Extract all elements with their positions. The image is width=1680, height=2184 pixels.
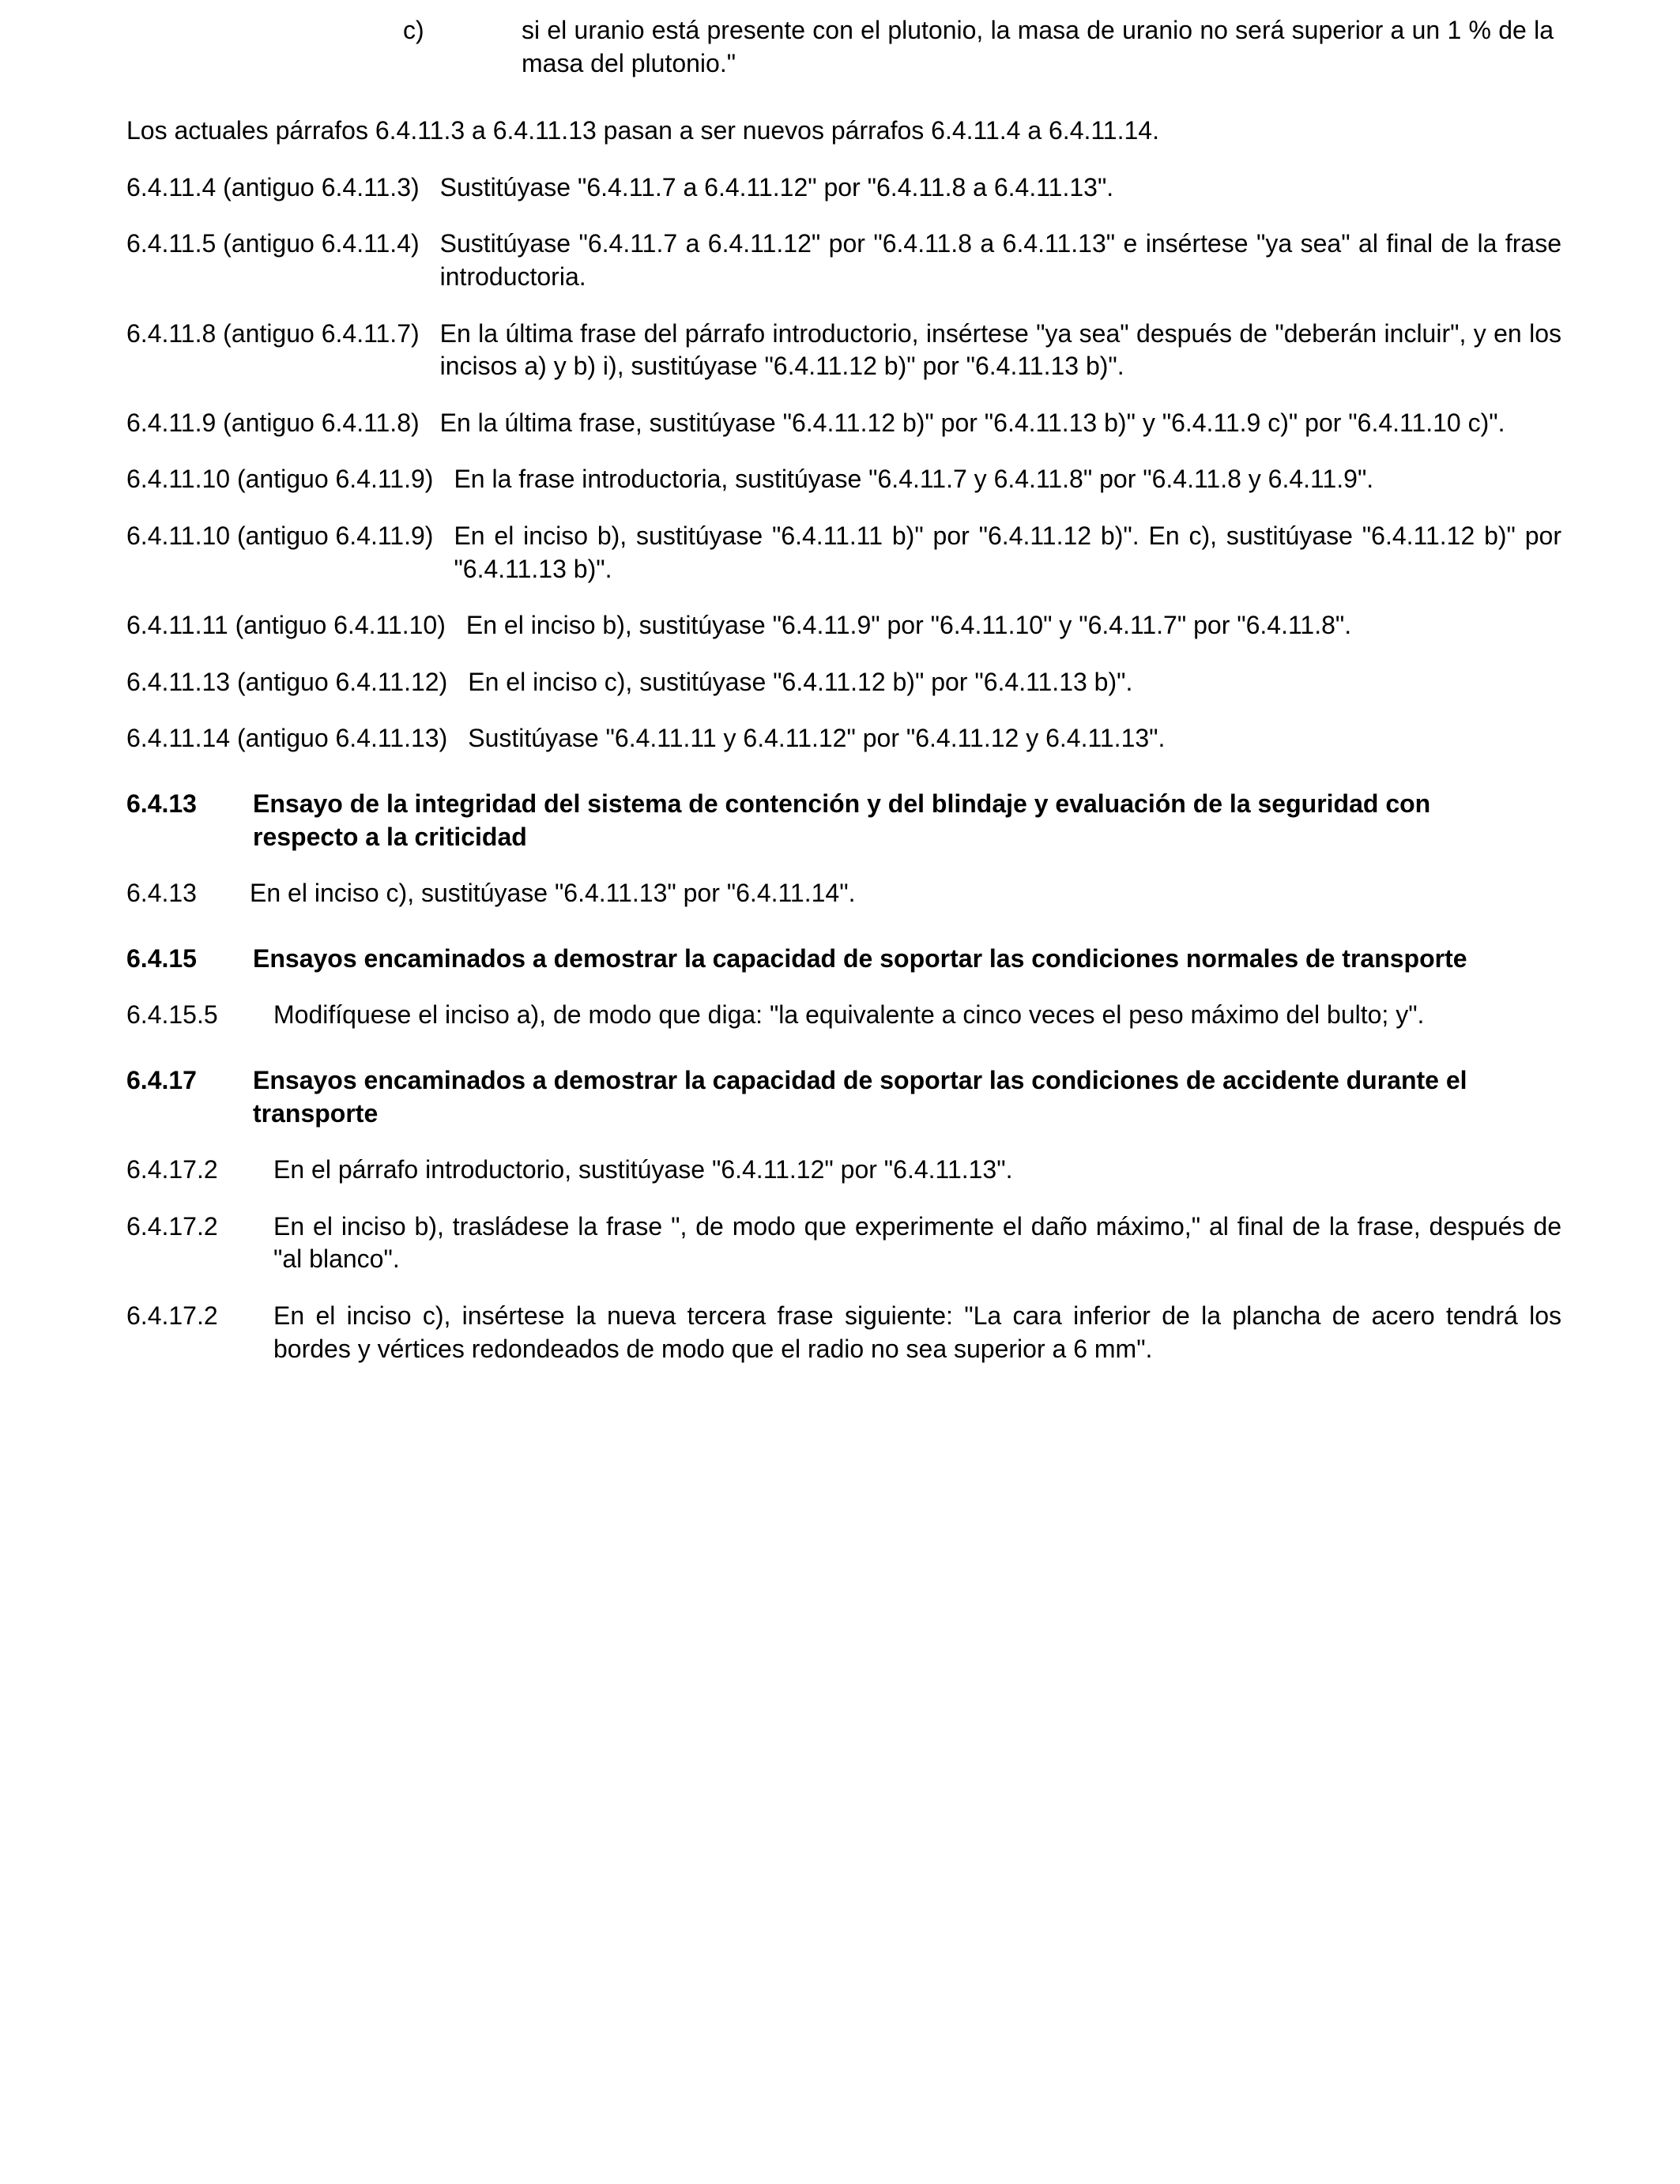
amendment-reference: 6.4.11.14 (antiguo 6.4.11.13) [126, 724, 448, 753]
amendment-text: Sustitúyase "6.4.11.11 y 6.4.11.12" por "6.4.11.12 y 6.4.11.13". [468, 724, 1166, 753]
amendment-entry [126, 666, 1561, 699]
intro-paragraph: Los actuales párrafos 6.4.11.3 a 6.4.11.13 pasan a ser nuevos párrafos 6.4.11.4 a 6.4.11.14. [126, 116, 1159, 145]
amendment-text: En el inciso b), trasládese la frase ", de modo que experimente el daño máximo," al final de la frase, después de "al blanco". [273, 1211, 1561, 1274]
section-number: 6.4.17 [126, 1065, 197, 1094]
amendment-text: En el inciso c), insértese la nueva tercera frase siguiente: "La cara inferior de la plancha de acero tendrá los bordes y vértices redondeados de modo que el radio no sea superior a 6 mm". [273, 1301, 1561, 1363]
amendment-reference: 6.4.17.2 [126, 1211, 218, 1241]
list-item-text: si el uranio está presente con el plutonio, la masa de uranio no será superior a un 1 % de la masa del plutonio." [522, 16, 1554, 77]
amendment-text: En el inciso b), sustitúyase "6.4.11.9" por "6.4.11.10" y "6.4.11.7" por "6.4.11.8". [465, 611, 1352, 640]
amendment-text: En el inciso c), sustitúyase "6.4.11.13" por "6.4.11.14". [250, 879, 856, 908]
amendment-text: Sustitúyase "6.4.11.7 a 6.4.11.12" por "6.4.11.8 a 6.4.11.13" e insértese "ya sea" al final de la frase introductoria. [439, 229, 1561, 291]
amendment-reference: 6.4.11.9 (antiguo 6.4.11.8) [126, 408, 420, 437]
amendment-entry [126, 1154, 1561, 1187]
amendment-text: Sustitúyase "6.4.11.7 a 6.4.11.12" por "6.4.11.8 a 6.4.11.13". [439, 172, 1114, 201]
section-title: Ensayos encaminados a demostrar la capacidad de soportar las condiciones de accidente durante el transporte [253, 1065, 1467, 1128]
amendment-entry [126, 520, 1561, 586]
amendment-reference: 6.4.11.10 (antiguo 6.4.11.9) [126, 521, 434, 550]
section-title: Ensayos encaminados a demostrar la capacidad de soportar las condiciones normales de transporte [253, 943, 1467, 973]
amendment-reference: 6.4.11.4 (antiguo 6.4.11.3) [126, 172, 420, 201]
amendment-reference: 6.4.11.10 (antiguo 6.4.11.9) [126, 465, 434, 494]
amendment-text: Modifíquese el inciso a), de modo que diga: "la equivalente a cinco veces el peso máximo del bulto; y". [273, 1000, 1425, 1030]
amendment-entry [126, 171, 1561, 205]
amendment-entry [126, 407, 1561, 440]
section-heading-6-4-17 [126, 1064, 1561, 1130]
amendment-entry [126, 228, 1561, 293]
amendment-text: En la frase introductoria, sustitúyase "6.4.11.7 y 6.4.11.8" por "6.4.11.8 y 6.4.11.9". [454, 465, 1374, 494]
list-item-marker: c) [403, 16, 424, 44]
amendment-reference: 6.4.17.2 [126, 1155, 218, 1184]
amendment-reference: 6.4.11.5 (antiguo 6.4.11.4) [126, 229, 420, 258]
amendment-reference: 6.4.11.8 (antiguo 6.4.11.7) [126, 318, 420, 348]
list-item-c [126, 14, 1561, 80]
amendment-entry [126, 609, 1561, 642]
amendment-entry [126, 1211, 1561, 1276]
amendment-entry [126, 877, 1561, 910]
amendment-reference: 6.4.11.11 (antiguo 6.4.11.10) [126, 611, 446, 640]
amendment-text: En el inciso c), sustitúyase "6.4.11.12 b)" por "6.4.11.13 b)". [468, 667, 1133, 696]
amendment-reference: 6.4.15.5 [126, 1000, 218, 1030]
amendment-entry [126, 463, 1561, 496]
amendment-entry [126, 1300, 1561, 1365]
amendment-text: En el inciso b), sustitúyase "6.4.11.11 b)" por "6.4.11.12 b)". En c), sustitúyase "6.4.11.12 b)" por "6.4.11.13 b)". [454, 521, 1561, 583]
amendment-entry [126, 722, 1561, 755]
amendment-text: En la última frase del párrafo introductorio, insértese "ya sea" después de "deberán incluir", y en los incisos a) y b) i), sustitúyase "6.4.11.12 b)" por "6.4.11.13 b)". [439, 318, 1561, 381]
amendment-reference: 6.4.13 [126, 879, 197, 908]
amendment-text: En el párrafo introductorio, sustitúyase "6.4.11.12" por "6.4.11.13". [273, 1155, 1013, 1184]
section-title: Ensayo de la integridad del sistema de contención y del blindaje y evaluación de la seguridad con respecto a la criticidad [253, 789, 1431, 852]
amendment-entry [126, 999, 1561, 1032]
amendment-entry [126, 318, 1561, 383]
amendment-reference: 6.4.17.2 [126, 1301, 218, 1331]
amendment-text: En la última frase, sustitúyase "6.4.11.12 b)" por "6.4.11.13 b)" y "6.4.11.9 c)" por "6.4.11.10 c)". [439, 408, 1505, 437]
section-number: 6.4.13 [126, 789, 197, 818]
section-heading-6-4-15 [126, 942, 1561, 975]
section-heading-6-4-13 [126, 787, 1561, 853]
section-number: 6.4.15 [126, 943, 197, 973]
amendment-reference: 6.4.11.13 (antiguo 6.4.11.12) [126, 667, 448, 696]
